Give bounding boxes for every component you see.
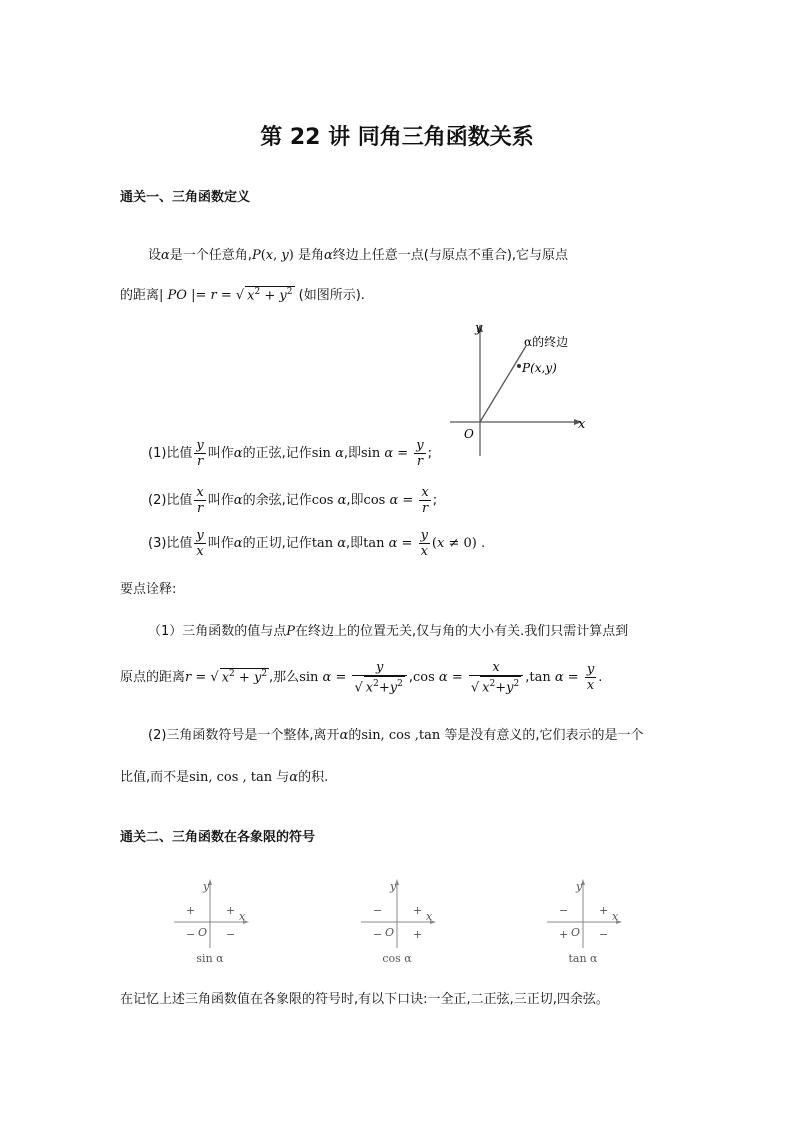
x-label: x — [612, 910, 619, 923]
note1-text-b: 在终边上的位置无关,仅与角的大小有关.我们只需计算点到 — [295, 624, 629, 639]
tan-formula: tan α = — [363, 536, 417, 551]
origin-label: O — [464, 427, 474, 441]
trig-names: sin, cos ,tan — [361, 728, 445, 743]
def3-post: 的正切,记作 — [242, 536, 312, 551]
diagram-caption: cos α — [382, 952, 412, 965]
quadrant1-sign: + — [413, 904, 423, 917]
tan-alpha: tan α — [311, 536, 346, 551]
note1-text-d: ,那么 — [269, 670, 300, 686]
sin-sign-diagram — [170, 876, 250, 966]
definition-sine: (1)比值 $\frac{y}{r}$ 叫作α的正弦,记作sin α,即sin α = $\frac{y}{r}$ ; — [148, 438, 433, 469]
trig-names: sin, cos , tan — [189, 770, 277, 785]
intro-text-b: 是一个任意角, — [169, 248, 252, 263]
def2-then: ,即 — [346, 493, 364, 508]
origin-label: O — [385, 926, 395, 939]
note2-line1 — [148, 724, 644, 743]
intro-text-c: 是角 — [297, 248, 324, 263]
point-p-dot — [517, 364, 521, 368]
alpha-symbol: α — [233, 536, 243, 551]
distance-text-a: 的距离 — [120, 288, 160, 303]
quadrant2-sign: − — [373, 904, 383, 917]
fraction-y-over-r: $\frac{y}{r}$ — [196, 438, 204, 469]
def3-mid: 叫作 — [207, 536, 234, 551]
fraction-x-over-r: $\frac{x}{r}$ — [421, 485, 429, 516]
section1-heading: 通关一、三角函数定义 — [120, 190, 251, 205]
tan-xy-formula: tan α = — [529, 670, 583, 686]
section2-heading: 通关二、三角函数在各象限的符号 — [120, 830, 316, 845]
note2-line2 — [120, 766, 328, 785]
diagram-caption: tan α — [568, 952, 598, 965]
coordinate-figure — [440, 318, 600, 458]
definition-intro — [148, 244, 568, 263]
note1-text-a: （1）三角函数的值与点 — [148, 624, 287, 639]
mnemonic-text: 在记忆上述三角函数值在各象限的符号时,有以下口诀:一全正,二正弦,三正切,四余弦。 — [120, 992, 609, 1007]
def1-then: ,即 — [343, 446, 361, 461]
note2-text-c: 等是没有意义的,它们表示的是一个 — [444, 728, 644, 743]
quadrant4-sign: − — [226, 928, 236, 941]
fraction-y-over-x: $\frac{y}{x}$ — [420, 528, 428, 559]
tan-sign-diagram — [543, 876, 623, 966]
ray-label: α的终边 — [524, 335, 569, 349]
sin-xy-formula: sin α = — [299, 670, 351, 686]
origin-label: O — [571, 926, 581, 939]
x-label: x — [426, 910, 433, 923]
quadrant1-sign: + — [226, 904, 236, 917]
cos-alpha: cos α — [311, 493, 347, 508]
sin-formula: sin α = — [360, 446, 413, 461]
r-formula: r = √ $x^2 + y^2$ — [185, 668, 268, 686]
def2-mid: 叫作 — [207, 493, 234, 508]
alpha-symbol: α — [289, 770, 299, 785]
point-p: P — [286, 624, 296, 639]
terminal-ray — [480, 346, 526, 422]
def3-pre: (3)比值 — [148, 536, 193, 551]
distance-formula: | PO |= r = √ $x^2 + y^2$ — [159, 286, 293, 303]
sin-alpha: sin α — [311, 446, 344, 461]
quadrant3-sign: − — [373, 928, 383, 941]
alpha-symbol: α — [339, 728, 349, 743]
quadrant3-sign: − — [186, 928, 196, 941]
point-label: P(x,y) — [522, 361, 557, 375]
def1-pre: (1)比值 — [148, 446, 193, 461]
alpha-symbol: α — [323, 248, 333, 263]
def3-then: ,即 — [345, 536, 364, 551]
def2-pre: (2)比值 — [148, 493, 193, 508]
note2-text-b: 的 — [348, 728, 362, 743]
cos-formula: cos α = — [363, 493, 418, 508]
quadrant3-sign: + — [559, 928, 569, 941]
def1-mid: 叫作 — [207, 446, 234, 461]
definition-cosine: (2)比值 $\frac{x}{r}$ 叫作α的余弦,记作cos α,即cos α = $\frac{x}{r}$ ; — [148, 485, 438, 516]
alpha-symbol: α — [161, 248, 170, 263]
point-p: P — [251, 248, 261, 263]
note2-text-a: (2)三角函数符号是一个整体,离开 — [148, 728, 340, 743]
def2-post: 的余弦,记作 — [242, 493, 312, 508]
alpha-symbol: α — [233, 446, 243, 461]
page-title: 第 22 讲 同角三角函数关系 — [260, 125, 534, 150]
note2-text-d: 比值,而不是 — [120, 770, 190, 785]
fraction-x-over-sqrt: $\frac{x}{√ x^2+y^2}$ — [469, 660, 523, 695]
fraction-y-over-sqrt: $\frac{y}{√ x^2+y^2}$ — [352, 660, 406, 695]
quadrant2-sign: − — [559, 904, 569, 917]
definition-tangent — [148, 528, 485, 559]
note2-text-e: 与 — [276, 770, 290, 785]
fraction-y-over-x: $\frac{y}{x}$ — [196, 528, 204, 559]
quadrant2-sign: + — [186, 904, 196, 917]
note1-line1 — [148, 620, 628, 639]
notes-heading: 要点诠释: — [120, 582, 177, 597]
intro-text-d: 终边上任意一点(与原点不重合),它与原点 — [332, 248, 569, 263]
fraction-y-over-r: $\frac{y}{r}$ — [416, 438, 424, 469]
note1-line2: 原点的距离r = √ $x^2 + y^2$ ,那么sin α = $\frac{y}{√ x^2+y^2}$ ,cos α = $\frac{x}{√ x^2+y^2}$ ,tan α = $\frac{y}{x}$ . — [120, 660, 603, 696]
quadrant1-sign: + — [599, 904, 609, 917]
y-label: y — [475, 321, 483, 336]
tan-condition: (x ≠ 0) . — [431, 536, 486, 551]
distance-line — [120, 284, 365, 303]
x-label: x — [239, 910, 246, 923]
alpha-symbol: α — [233, 493, 243, 508]
y-label: y — [203, 880, 210, 893]
y-label: y — [576, 880, 583, 893]
fraction-x-over-r: $\frac{x}{r}$ — [196, 485, 204, 516]
cos-sign-diagram — [357, 876, 437, 966]
origin-label: O — [198, 926, 208, 939]
note1-text-c: 原点的距离 — [120, 670, 186, 686]
quadrant4-sign: − — [599, 928, 609, 941]
def1-post: 的正弦,记作 — [242, 446, 312, 461]
diagram-caption: sin α — [196, 952, 224, 965]
fraction-y-over-x: $\frac{y}{x}$ — [586, 662, 595, 694]
intro-text-a: 设 — [148, 248, 162, 263]
x-label: x — [578, 417, 586, 432]
cos-xy-formula: cos α = — [413, 670, 467, 686]
y-label: y — [390, 880, 397, 893]
point-p-coords: (x, y) — [260, 248, 294, 263]
distance-text-b: (如图所示). — [298, 288, 365, 303]
quadrant4-sign: + — [413, 928, 423, 941]
note2-text-f: 的积. — [298, 770, 329, 785]
